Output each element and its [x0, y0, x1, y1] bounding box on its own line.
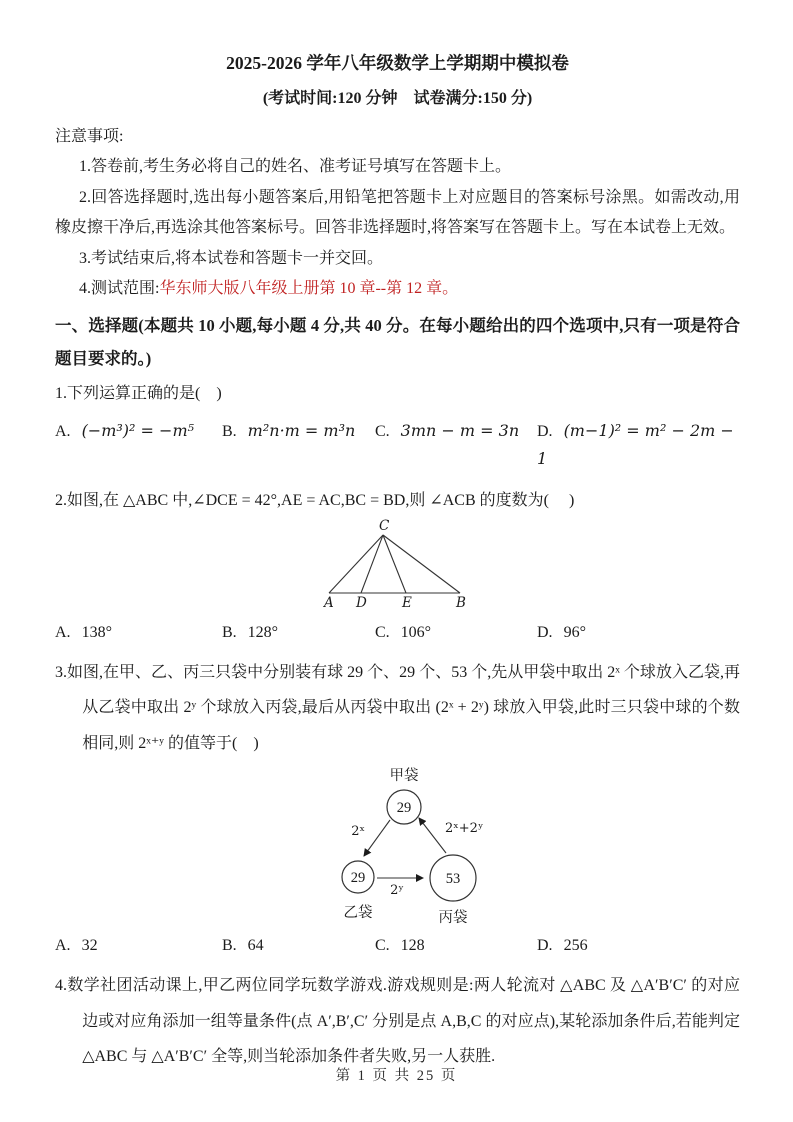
vertex-label-c: C [379, 518, 390, 534]
q3-option-c-value: 128 [400, 937, 425, 954]
q1-option-d [537, 417, 740, 473]
q1-option-a-label: A. [55, 422, 71, 440]
q2-option-d-label: D. [537, 623, 553, 641]
page-footer: 第 1 页 共 25 页 [335, 1068, 458, 1084]
q2-option-a-value: 138° [81, 623, 112, 641]
q2-option-a-label: A. [55, 623, 71, 641]
q1-option-c [375, 417, 537, 473]
q2-option-a [55, 619, 222, 646]
q1-option-b-label: B. [222, 422, 237, 440]
q1-option-b [222, 417, 375, 473]
notice-item-4-prefix: 4.测试范围: [79, 280, 160, 297]
notice-item-3: 3.考试结束后,将本试卷和答题卡一并交回。 [79, 249, 384, 267]
q2-option-b-label: B. [222, 623, 237, 641]
notice-item-1: 1.答卷前,考生务必将自己的姓名、准考证号填写在答题卡上。 [79, 158, 512, 175]
question-3-options [55, 932, 740, 959]
test-scope-text: 华东师大版八年级上册第 10 章--第 12 章。 [159, 280, 459, 297]
q2-option-c [375, 619, 537, 646]
q2-option-c-label: C. [375, 623, 390, 641]
arrow-2x-label: 2ˣ [351, 824, 365, 839]
q1-option-a [55, 417, 222, 473]
q1-option-a-value: (−m³)² = −m⁵ [81, 420, 195, 440]
notice-item-2: 2.回答选择题时,选出每小题答案后,用铅笔把答题卡上对应题目的答案标号涂黑。如需改动,用橡皮擦干净后,再选涂其他答案标号。回答非选择题时,将答案写在答题卡上。写在本试卷上无效。 [55, 188, 740, 236]
bag-bing-label: 丙袋 [438, 910, 468, 926]
page-subtitle: (考试时间:120 分钟 试卷满分:150 分) [262, 90, 533, 107]
q3-option-a-label: A. [55, 937, 71, 954]
question-3-stem: 3.如图,在甲、乙、丙三只袋中分别装有球 29 个、29 个、53 个,先从甲袋中取出 2ˣ 个球放入乙袋,再从乙袋中取出 2ʸ 个球放入丙袋,最后从丙袋中取出 (2ˣ + 2ʸ) 球放入甲袋,此时三只袋中球的个数相同,则 2ˣ⁺ʸ 的值等于( ) [55, 663, 740, 752]
q2-option-d [537, 619, 740, 646]
question-2-options [55, 619, 740, 646]
question-4-stem: 4.数学社团活动课上,甲乙两位同学玩数学游戏.游戏规则是:两人轮流对 △ABC 及 △A′B′C′ 的对应边或对应角添加一组等量条件(点 A′,B′,C′ 分别是点 A,B,C 的对应点),某轮添加条件后,若能判定 △ABC 与 △A′B′C′ 全等,则当轮添加条件者失败,另一人获胜. [55, 977, 740, 1065]
q1-option-c-value: 3mn − m = 3n [400, 420, 520, 440]
q1-option-d-value: (m−1)² = m² − 2m − 1 [537, 420, 734, 468]
q3-option-a-value: 32 [81, 937, 98, 954]
q1-option-d-label: D. [537, 422, 553, 440]
q2-option-c-value: 106° [400, 623, 432, 641]
bag-yi-label: 乙袋 [343, 905, 373, 921]
q3-option-b [222, 932, 375, 959]
bag-jia-count: 29 [396, 800, 412, 816]
q3-option-b-value: 64 [247, 937, 264, 954]
bag-jia-label: 甲袋 [389, 768, 419, 784]
arrow-2x-plus-2y-label: 2ˣ+2ʸ [445, 821, 484, 836]
question-2-triangle-figure [313, 519, 493, 611]
q3-option-c-label: C. [375, 937, 390, 954]
q1-option-b-value: m²n·m = m³n [247, 420, 356, 440]
bag-yi-count: 29 [350, 870, 366, 886]
question-3-bags-figure [305, 765, 530, 927]
question-1-options [55, 417, 740, 473]
notice-item-4 [55, 274, 740, 305]
q3-option-c [375, 932, 537, 959]
q2-option-b [222, 619, 375, 646]
q3-option-d-label: D. [537, 937, 553, 954]
arrow-2y-label: 2ʸ [390, 883, 404, 898]
q3-option-b-label: B. [222, 937, 237, 954]
page-title: 2025-2026 学年八年级数学上学期期中模拟卷 [226, 53, 569, 73]
q3-option-d-value: 256 [563, 937, 588, 954]
vertex-label-e: E [402, 594, 412, 611]
vertex-label-a: A [324, 594, 334, 611]
q3-option-d [537, 932, 740, 959]
vertex-label-d: D [356, 594, 367, 611]
section-1-heading: 一、选择题(本题共 10 小题,每小题 4 分,共 40 分。在每小题给出的四个选项中,只有一项是符合题目要求的。) [55, 315, 740, 368]
q2-option-d-value: 96° [563, 623, 586, 641]
vertex-label-b: B [456, 594, 466, 611]
question-1-stem: 1.下列运算正确的是( ) [55, 384, 222, 402]
notices-heading: 注意事项: [55, 128, 124, 145]
question-2-stem: 2.如图,在 △ABC 中,∠DCE = 42°,AE = AC,BC = BD,则 ∠ACB 的度数为( ) [55, 491, 575, 509]
q1-option-c-label: C. [375, 422, 390, 440]
q2-option-b-value: 128° [247, 623, 279, 641]
q3-option-a [55, 932, 222, 959]
bag-bing-count: 53 [445, 871, 461, 887]
